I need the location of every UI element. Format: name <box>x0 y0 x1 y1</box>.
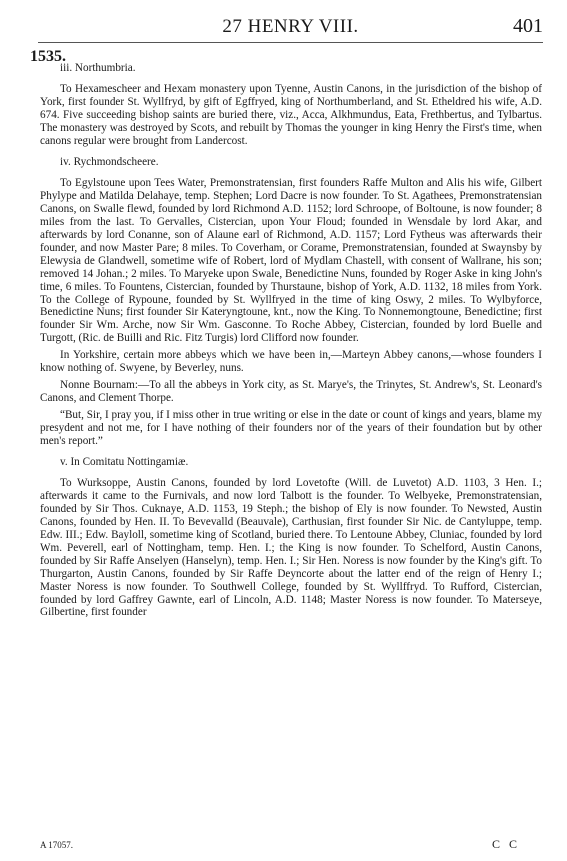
running-title: 27 HENRY VIII. <box>222 16 359 37</box>
paragraph: To Egylstoune upon Tees Water, Premonstratensian, first founders Raffe Multon and Alis his wife, Gilbert Phylype and Matilda Delahaye, temp. Stephen; Lord Dacre is now founder. To St. Agathees, Premonstratensian Canons, on Swalle flewd, founded by lord Richmond A.D. 1152; lord Schroope, of Boltoune, is now founder; 8 miles from the last. To Gervalles, Cistercian, upon Your Floud; founded in Wensdale by lord Akar, and afterwards by lord Conanne, son of Alaune earl of Richmond, A.D. 1157; Lord Fytheus was afterwards their founder, and now Master Pare; 8 miles. To Coverham, or Corame, Premonstratensian, founded at Swaynsby by Elewysia de Glandwell, sometime wife of Robert, lord of Mydlam Chastell, with consent of Wallrane, his son; removed 14 Johan.; 2 miles. To Maryeke upon Swale, Benedictine Nuns, founded by Roger Aske in king John's time, 6 miles. To Fountens, Cistercian, founded by Thurstaune, bishop of York, A.D. 1132, 18 miles from York. To the College of Rypoune, founded by St. Wyllfryed in the time of king Oswy, 2 miles. To Wylbyforce, Benedictine Nuns; first founder Sir Kateryngtoune, knt., now the King. To Nonnemongtoune, Benedictine; first founder Sir Wm. Arche, now Sir Wm. Gasconne. To Roche Abbey, Cistercian, founded by lord Buelle and Turgott, (Ric. de Builli and Ric. Fitz Turgis) lord Clifford now founder. <box>40 177 542 345</box>
body-text <box>40 62 542 623</box>
paragraph: Nonne Bournam:—To all the abbeys in York city, as St. Marye's, the Trinytes, St. Andrew's, St. Leonard's Canons, and Clement Thorpe. <box>40 378 542 404</box>
footer-gathering-mark: C C <box>491 837 520 851</box>
section-heading: iv. Rychmondscheere. <box>60 156 159 169</box>
section-rychmondscheere <box>40 156 542 447</box>
section-heading: iii. Northumbria. <box>60 62 136 74</box>
paragraph: To Wurksoppe, Austin Canons, founded by lord Lovetofte (Will. de Luvetot) A.D. 1103, 3 Hen. I.; afterwards it came to the Furnivals, and now lord Talbott is the founder. To Welbyeke, Premonstratensian, founded by Sir Thos. Cuknaye, A.D. 1153, 19 Steph.; the bishop of Ely is now founder. To Newsted, Austin Canons, founded by Hen. II. To Bevevalld (Beauvale), Carthusian, first founder Sir Nic. de Cantyluppe, temp. Edw. III.; Edw. Bayloll, sometime king of Scotland, buried there. To Lentoune Abbey, Cluniac, founded by lord Wm. Peverell, earl of Nottingham, temp. Hen. I.; the King is now founder. To Schelford, Austin Canons, founded by Sir Raffe Anselyen (Hanselyn), temp. Hen. I.; Sir Hen. Noress is now founder by the King's gift. To Thurgarton, Austin Canons, founded by Sir Raffe Deyncorte about the latter end of the reign of Henry I.; Master Noress is now founder. To Southwell College, founded by St. Wyllffryd. To Rufford, Cistercian, founded by lord Gaffrey Gawnte, earl of Lincoln, A.D. 1148; Master Noress is now founder. To Materseye, Gilbertine, first founder <box>40 477 542 619</box>
margin-year: 1535. <box>30 48 66 65</box>
section-northumbria <box>40 62 542 147</box>
page-footer <box>40 837 520 853</box>
paragraph: In Yorkshire, certain more abbeys which we have been in,—Marteyn Abbey canons,—whose founders I know nothing of. Swyene, by Beverley, nuns. <box>40 349 542 375</box>
running-header <box>38 12 543 43</box>
page-number: 401 <box>513 15 543 37</box>
section-nottingham <box>40 456 542 619</box>
section-heading: v. In Comitatu Nottingamiæ. <box>60 456 189 469</box>
paragraph: “But, Sir, I pray you, if I miss other in true writing or else in the date or count of kings and years, blame my presydent and not me, for I have nothing of their founders nor of the years of their foundation but by other men's report.” <box>40 408 542 447</box>
paragraph: To Hexamescheer and Hexam monastery upon Tyenne, Austin Canons, in the jurisdiction of the bishop of York, first founder St. Wyllfryd, by gift of Egffryed, king of Northumberland, and St. Etheldred his wife, A.D. 674. Five succeeding bishop saints are buried there, viz., Acca, Alkhmundus, Eata, Frethbertus, and Tylbartus. The monastery was destroyed by Scots, and rebuilt by Thomas the younger in king Henry the First's time, when canons regular were brought from Landercost. <box>40 82 542 147</box>
footer-signature: A 17057. <box>40 840 74 850</box>
